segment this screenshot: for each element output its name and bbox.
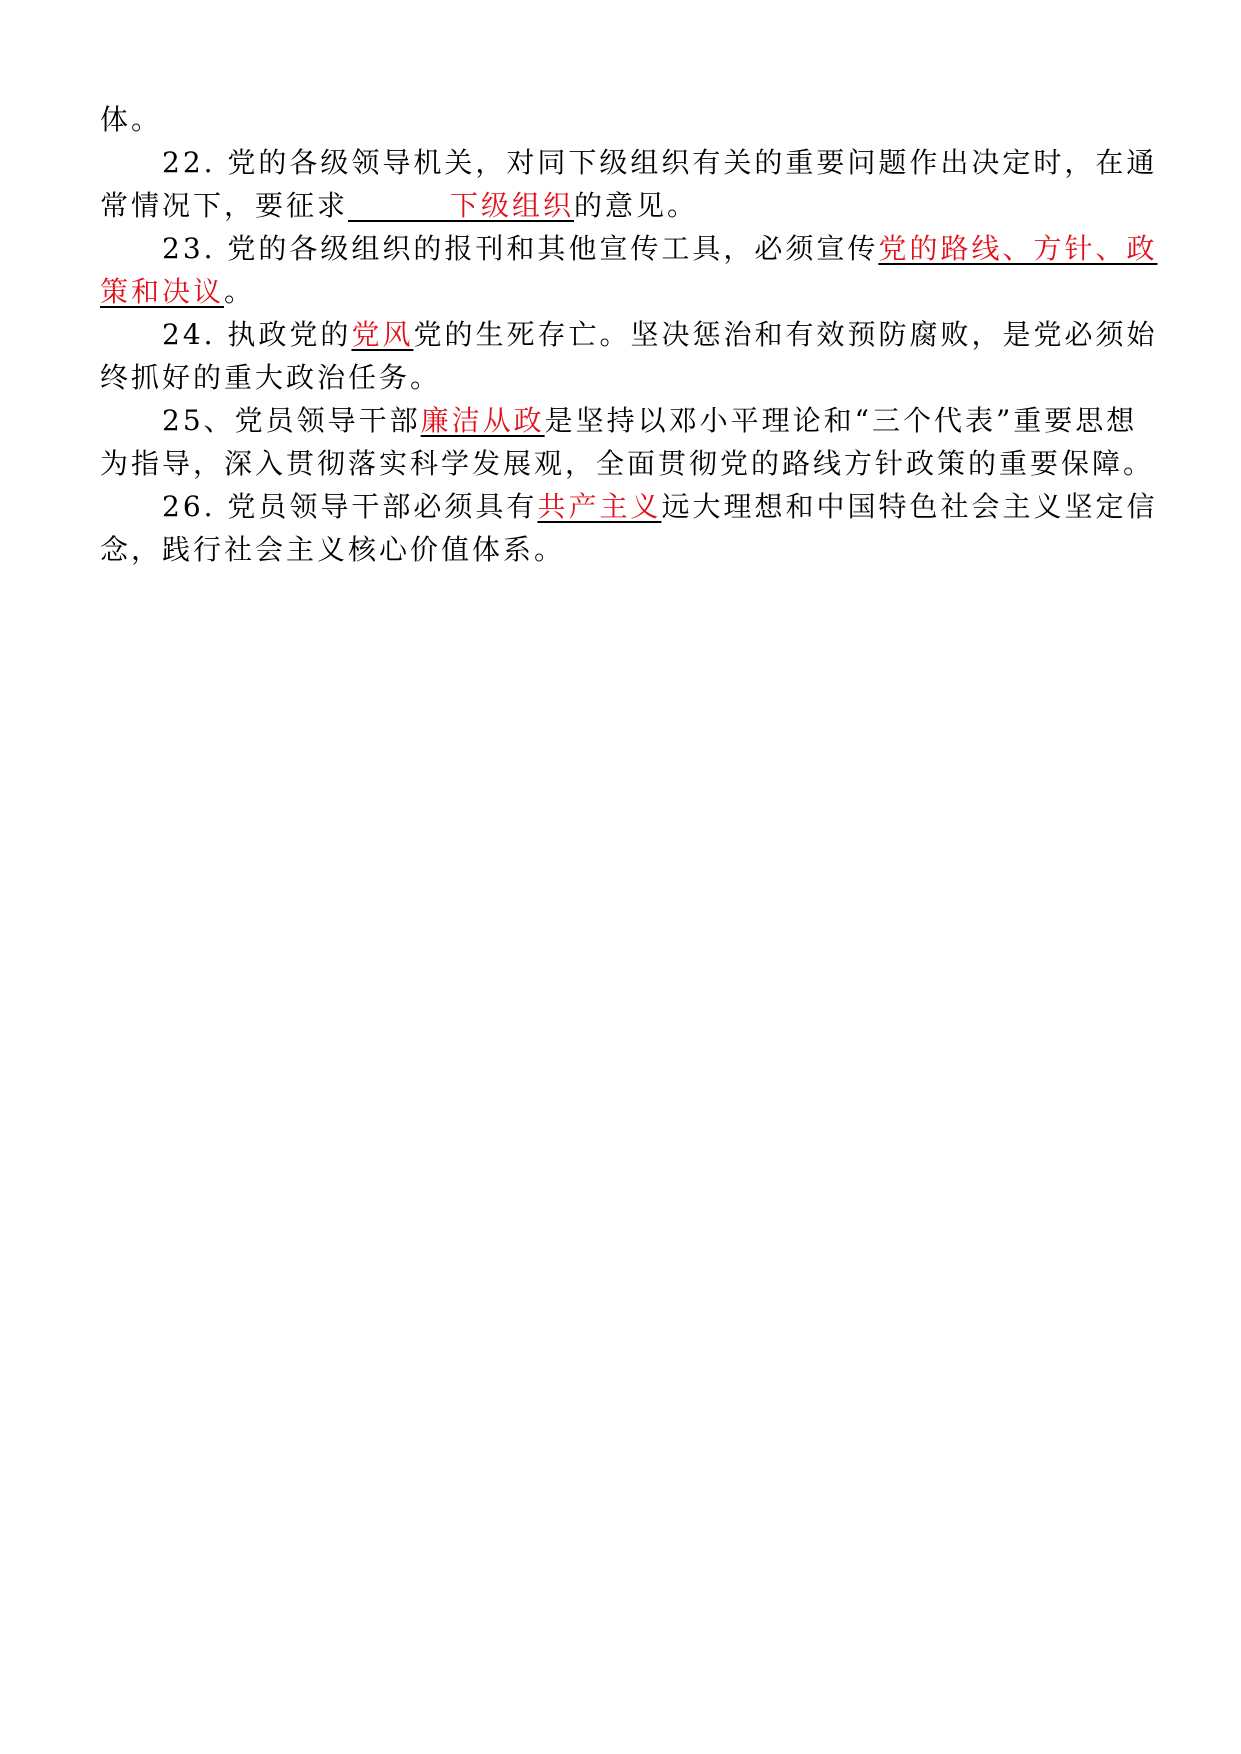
paragraph-text: 22. 党的各级领导机关，对同下级组织有关的重要问题作出决定时，在通常情况下，要征求: [100, 146, 1158, 222]
paragraph-text: 体。: [100, 103, 163, 136]
paragraph-p25: [100, 399, 1160, 485]
document-body: [100, 98, 1160, 571]
paragraph-p23: [100, 227, 1160, 313]
paragraph-text: 远大理想和中国特色社会主义坚定信念，践行社会主义核心价值体系。: [100, 490, 1158, 566]
blank-gap: ______: [348, 189, 451, 222]
paragraph-text: 。: [224, 275, 256, 308]
paragraph-text: 的意见。: [574, 189, 699, 222]
answer-blank: 党风: [351, 318, 414, 351]
paragraph-text: 24. 执政党的: [162, 318, 352, 351]
paragraph-text: 26. 党员领导干部必须具有: [162, 490, 538, 523]
paragraph-text: 23. 党的各级组织的报刊和其他宣传工具，必须宣传: [162, 232, 879, 265]
paragraph-text: 党的生死存亡。坚决惩治和有效预防腐败，是党必须始终抓好的重大政治任务。: [100, 318, 1158, 394]
paragraph-p24: [100, 313, 1160, 399]
paragraph-p26: [100, 485, 1160, 571]
paragraph-text: 25、党员领导干部: [162, 404, 421, 437]
paragraph-p0: [100, 98, 1160, 141]
paragraph-text: 是坚持以邓小平理论和“三个代表”重要思想为指导，深入贯彻落实科学发展观，全面贯彻党的路线方针政策的重要保障。: [100, 404, 1155, 480]
answer-blank: 党的路线、方针、政策和决议: [100, 232, 1158, 308]
answer-blank: 廉洁从政: [420, 404, 545, 437]
paragraph-p22: [100, 141, 1160, 227]
answer-blank: 下级组织: [450, 189, 575, 222]
answer-blank: 共产主义: [537, 490, 662, 523]
